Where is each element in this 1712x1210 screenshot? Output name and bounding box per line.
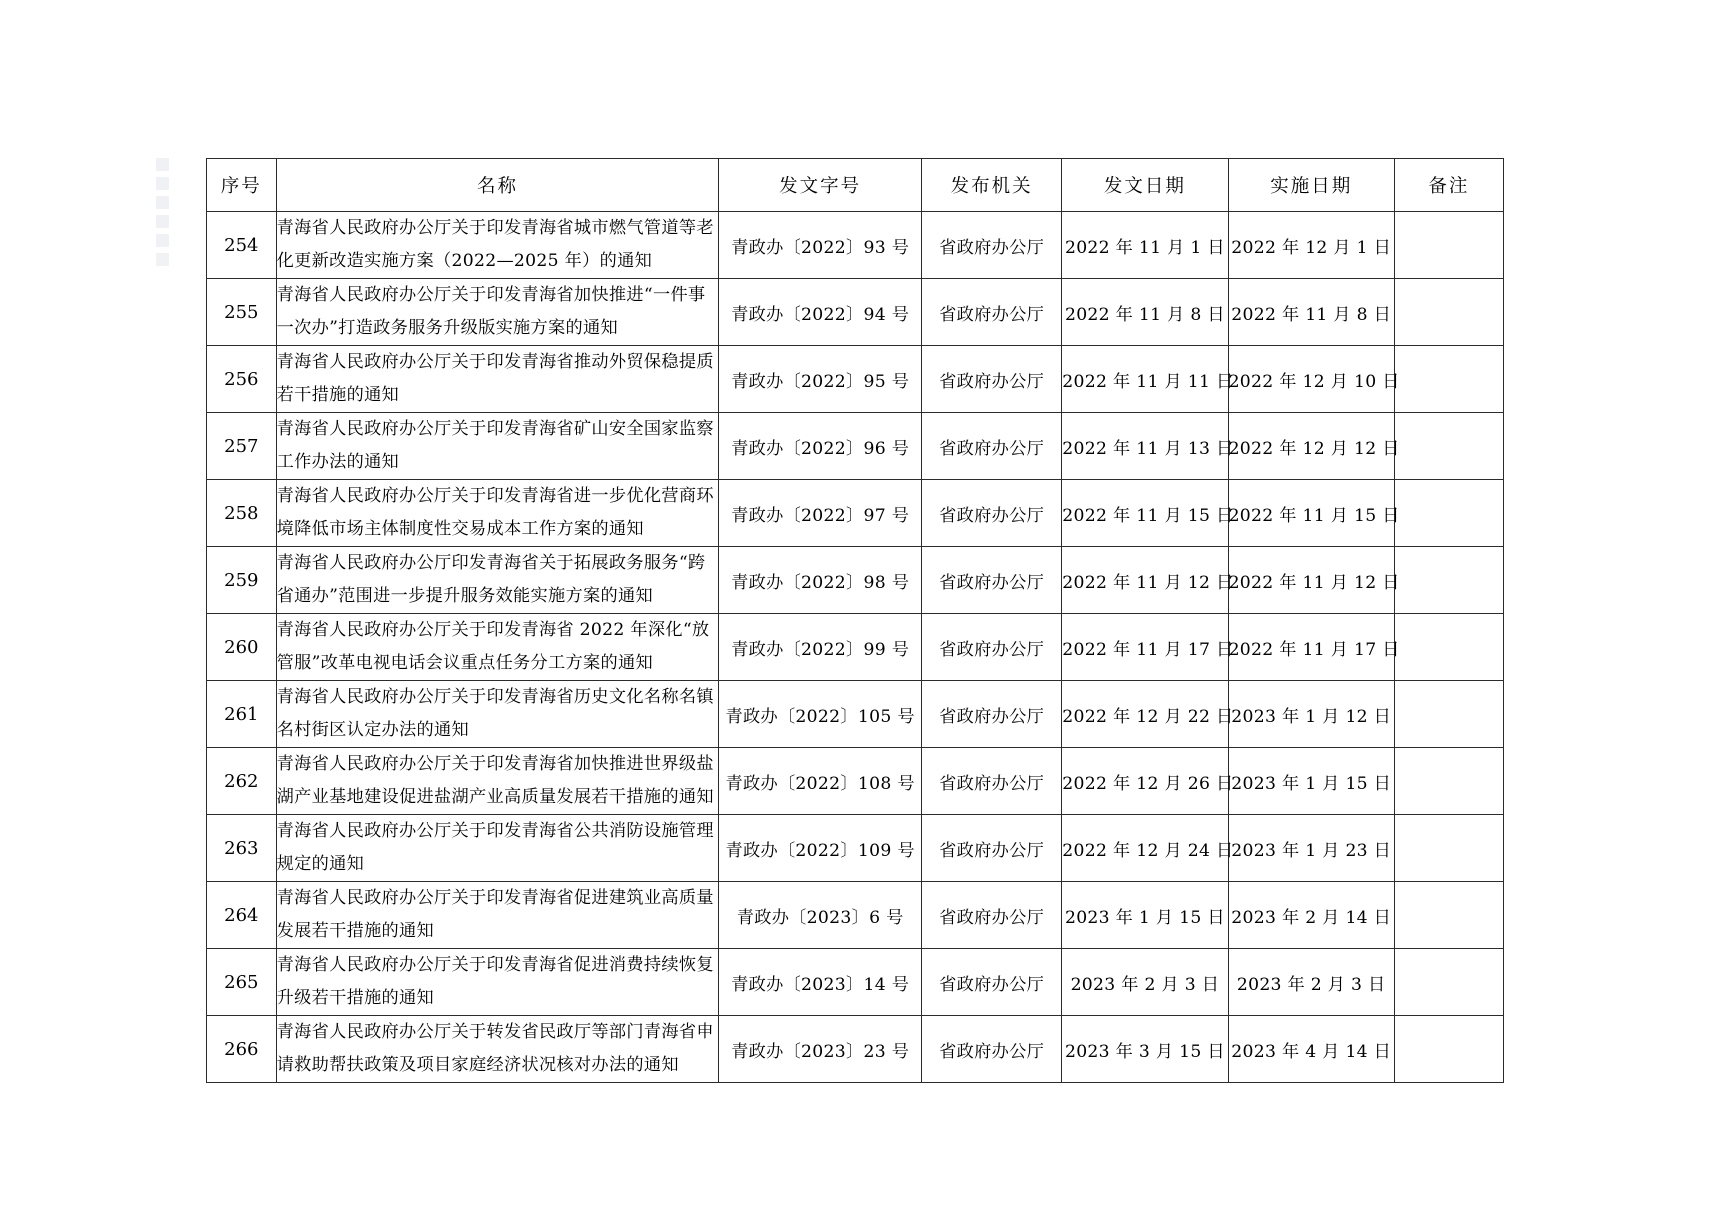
cell-document-name: 青海省人民政府办公厅关于印发青海省促进建筑业高质量发展若干措施的通知 (276, 882, 719, 949)
cell-index: 262 (207, 748, 277, 815)
cell-remark (1394, 949, 1503, 1016)
cell-issuing-body: 省政府办公厅 (921, 949, 1061, 1016)
cell-effect-date: 2022 年 11 月 15 日 (1228, 480, 1394, 547)
table-row (207, 681, 1504, 748)
page-side-watermark (152, 158, 172, 288)
cell-document-name: 青海省人民政府办公厅关于印发青海省历史文化名称名镇名村街区认定办法的通知 (276, 681, 719, 748)
cell-index: 265 (207, 949, 277, 1016)
cell-issuing-body: 省政府办公厅 (921, 279, 1061, 346)
cell-issue-date: 2022 年 11 月 13 日 (1062, 413, 1228, 480)
document-list-table (206, 158, 1504, 1083)
table-row (207, 279, 1504, 346)
table-header-row (207, 159, 1504, 212)
cell-remark (1394, 748, 1503, 815)
cell-document-name: 青海省人民政府办公厅关于印发青海省进一步优化营商环境降低市场主体制度性交易成本工作方案的通知 (276, 480, 719, 547)
table-row (207, 949, 1504, 1016)
cell-index: 257 (207, 413, 277, 480)
cell-index: 263 (207, 815, 277, 882)
cell-issue-date: 2022 年 12 月 22 日 (1062, 681, 1228, 748)
cell-issue-date: 2022 年 11 月 1 日 (1062, 212, 1228, 279)
cell-document-name: 青海省人民政府办公厅关于印发青海省矿山安全国家监察工作办法的通知 (276, 413, 719, 480)
cell-document-name: 青海省人民政府办公厅关于印发青海省促进消费持续恢复升级若干措施的通知 (276, 949, 719, 1016)
cell-doc-number: 青政办〔2022〕96 号 (719, 413, 922, 480)
table-row (207, 413, 1504, 480)
watermark-block (156, 196, 169, 209)
cell-index: 264 (207, 882, 277, 949)
cell-index: 260 (207, 614, 277, 681)
cell-doc-number: 青政办〔2023〕14 号 (719, 949, 922, 1016)
cell-doc-number: 青政办〔2023〕6 号 (719, 882, 922, 949)
cell-effect-date: 2022 年 12 月 12 日 (1228, 413, 1394, 480)
watermark-block (156, 234, 169, 247)
cell-issuing-body: 省政府办公厅 (921, 547, 1061, 614)
cell-issuing-body: 省政府办公厅 (921, 413, 1061, 480)
cell-remark (1394, 480, 1503, 547)
column-header-name: 名称 (276, 159, 719, 212)
cell-index: 259 (207, 547, 277, 614)
cell-issue-date: 2023 年 3 月 15 日 (1062, 1016, 1228, 1083)
cell-issue-date: 2022 年 11 月 17 日 (1062, 614, 1228, 681)
cell-doc-number: 青政办〔2022〕93 号 (719, 212, 922, 279)
cell-issuing-body: 省政府办公厅 (921, 1016, 1061, 1083)
table-row (207, 614, 1504, 681)
cell-document-name: 青海省人民政府办公厅关于印发青海省推动外贸保稳提质若干措施的通知 (276, 346, 719, 413)
cell-remark (1394, 815, 1503, 882)
cell-issue-date: 2023 年 1 月 15 日 (1062, 882, 1228, 949)
cell-effect-date: 2022 年 12 月 1 日 (1228, 212, 1394, 279)
cell-effect-date: 2023 年 2 月 3 日 (1228, 949, 1394, 1016)
cell-issue-date: 2023 年 2 月 3 日 (1062, 949, 1228, 1016)
column-header-index: 序号 (207, 159, 277, 212)
cell-effect-date: 2023 年 1 月 12 日 (1228, 681, 1394, 748)
cell-effect-date: 2023 年 2 月 14 日 (1228, 882, 1394, 949)
cell-document-name: 青海省人民政府办公厅关于转发省民政厅等部门青海省申请救助帮扶政策及项目家庭经济状况核对办法的通知 (276, 1016, 719, 1083)
cell-issue-date: 2022 年 11 月 8 日 (1062, 279, 1228, 346)
cell-index: 261 (207, 681, 277, 748)
cell-document-name: 青海省人民政府办公厅印发青海省关于拓展政务服务“跨省通办”范围进一步提升服务效能实施方案的通知 (276, 547, 719, 614)
table-row (207, 815, 1504, 882)
table-row (207, 882, 1504, 949)
column-header-issuing-body: 发布机关 (921, 159, 1061, 212)
cell-document-name: 青海省人民政府办公厅关于印发青海省 2022 年深化“放管服”改革电视电话会议重点任务分工方案的通知 (276, 614, 719, 681)
cell-document-name: 青海省人民政府办公厅关于印发青海省加快推进世界级盐湖产业基地建设促进盐湖产业高质量发展若干措施的通知 (276, 748, 719, 815)
cell-index: 256 (207, 346, 277, 413)
column-header-issue-date: 发文日期 (1062, 159, 1228, 212)
cell-issuing-body: 省政府办公厅 (921, 614, 1061, 681)
watermark-block (156, 158, 169, 171)
cell-issuing-body: 省政府办公厅 (921, 212, 1061, 279)
column-header-effect-date: 实施日期 (1228, 159, 1394, 212)
cell-issuing-body: 省政府办公厅 (921, 480, 1061, 547)
cell-issuing-body: 省政府办公厅 (921, 681, 1061, 748)
watermark-block (156, 177, 169, 190)
cell-remark (1394, 279, 1503, 346)
cell-doc-number: 青政办〔2022〕109 号 (719, 815, 922, 882)
cell-doc-number: 青政办〔2022〕94 号 (719, 279, 922, 346)
table-row (207, 346, 1504, 413)
cell-remark (1394, 614, 1503, 681)
cell-remark (1394, 547, 1503, 614)
cell-remark (1394, 212, 1503, 279)
cell-effect-date: 2023 年 1 月 23 日 (1228, 815, 1394, 882)
cell-doc-number: 青政办〔2022〕95 号 (719, 346, 922, 413)
cell-document-name: 青海省人民政府办公厅关于印发青海省公共消防设施管理规定的通知 (276, 815, 719, 882)
cell-doc-number: 青政办〔2023〕23 号 (719, 1016, 922, 1083)
cell-issue-date: 2022 年 11 月 11 日 (1062, 346, 1228, 413)
cell-issuing-body: 省政府办公厅 (921, 882, 1061, 949)
cell-effect-date: 2022 年 11 月 17 日 (1228, 614, 1394, 681)
watermark-block (156, 215, 169, 228)
column-header-remark: 备注 (1394, 159, 1503, 212)
column-header-doc-number: 发文字号 (719, 159, 922, 212)
cell-document-name: 青海省人民政府办公厅关于印发青海省加快推进“一件事一次办”打造政务服务升级版实施方案的通知 (276, 279, 719, 346)
cell-issuing-body: 省政府办公厅 (921, 346, 1061, 413)
cell-index: 254 (207, 212, 277, 279)
cell-doc-number: 青政办〔2022〕99 号 (719, 614, 922, 681)
cell-remark (1394, 882, 1503, 949)
cell-remark (1394, 1016, 1503, 1083)
cell-doc-number: 青政办〔2022〕97 号 (719, 480, 922, 547)
table-row (207, 748, 1504, 815)
cell-issuing-body: 省政府办公厅 (921, 815, 1061, 882)
cell-remark (1394, 413, 1503, 480)
table-row (207, 547, 1504, 614)
cell-document-name: 青海省人民政府办公厅关于印发青海省城市燃气管道等老化更新改造实施方案（2022—2025 年）的通知 (276, 212, 719, 279)
cell-issue-date: 2022 年 12 月 26 日 (1062, 748, 1228, 815)
cell-doc-number: 青政办〔2022〕108 号 (719, 748, 922, 815)
cell-issuing-body: 省政府办公厅 (921, 748, 1061, 815)
cell-remark (1394, 681, 1503, 748)
table-header (207, 159, 1504, 212)
table-row (207, 480, 1504, 547)
cell-effect-date: 2022 年 11 月 8 日 (1228, 279, 1394, 346)
cell-doc-number: 青政办〔2022〕98 号 (719, 547, 922, 614)
cell-issue-date: 2022 年 12 月 24 日 (1062, 815, 1228, 882)
watermark-block (156, 253, 169, 266)
cell-issue-date: 2022 年 11 月 15 日 (1062, 480, 1228, 547)
table-row (207, 212, 1504, 279)
cell-effect-date: 2023 年 4 月 14 日 (1228, 1016, 1394, 1083)
cell-index: 258 (207, 480, 277, 547)
cell-effect-date: 2022 年 12 月 10 日 (1228, 346, 1394, 413)
table-body (207, 212, 1504, 1083)
cell-doc-number: 青政办〔2022〕105 号 (719, 681, 922, 748)
cell-index: 255 (207, 279, 277, 346)
cell-remark (1394, 346, 1503, 413)
table-row (207, 1016, 1504, 1083)
cell-issue-date: 2022 年 11 月 12 日 (1062, 547, 1228, 614)
cell-effect-date: 2023 年 1 月 15 日 (1228, 748, 1394, 815)
cell-effect-date: 2022 年 11 月 12 日 (1228, 547, 1394, 614)
cell-index: 266 (207, 1016, 277, 1083)
